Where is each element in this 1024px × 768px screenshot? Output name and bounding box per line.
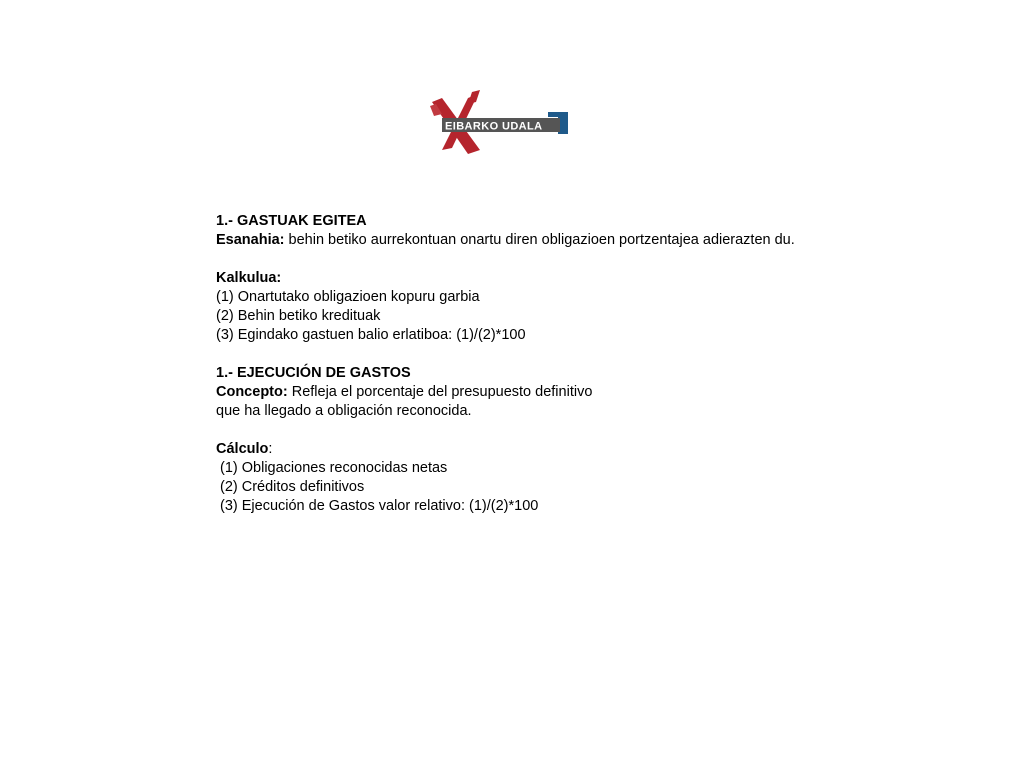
basque-calc-item: (2) Behin betiko kredituak <box>216 308 381 324</box>
spanish-calc <box>216 440 976 459</box>
logo-text: EIBARKO UDALA <box>445 120 543 133</box>
basque-meaning-label: Esanahia: <box>216 232 285 248</box>
basque-title: 1.- GASTUAK EGITEA <box>216 213 367 229</box>
basque-calc-label: Kalkulua: <box>216 270 282 286</box>
spanish-concept-label: Concepto: <box>216 384 288 400</box>
basque-meaning-text: behin betiko aurrekontuan onartu diren obligazioen portzentajea adierazten du. <box>284 232 795 248</box>
spanish-title: 1.- EJECUCIÓN DE GASTOS <box>216 365 411 381</box>
spanish-calc-label: Cálculo <box>216 441 269 457</box>
basque-calc-item: (3) Egindako gastuen balio erlatiboa: (1)/(2)*100 <box>216 327 526 343</box>
spanish-calc-item: (2) Créditos definitivos <box>220 479 365 495</box>
indicator-description <box>216 212 976 516</box>
eibar-x-logo-icon <box>428 88 570 156</box>
spanish-calc-item: (1) Obligaciones reconocidas netas <box>220 460 448 476</box>
spanish-concept-text: Refleja el porcentaje del presupuesto definitivo <box>287 384 593 400</box>
basque-calc-item: (1) Onartutako obligazioen kopuru garbia <box>216 289 480 305</box>
eibarko-udala-logo <box>428 88 570 156</box>
spanish-calc-colon: : <box>268 441 273 457</box>
spanish-concept <box>216 383 976 402</box>
basque-meaning <box>216 231 976 250</box>
spanish-calc-item: (3) Ejecución de Gastos valor relativo: (1)/(2)*100 <box>220 498 539 514</box>
spanish-concept-text-2: que ha llegado a obligación reconocida. <box>216 403 472 419</box>
